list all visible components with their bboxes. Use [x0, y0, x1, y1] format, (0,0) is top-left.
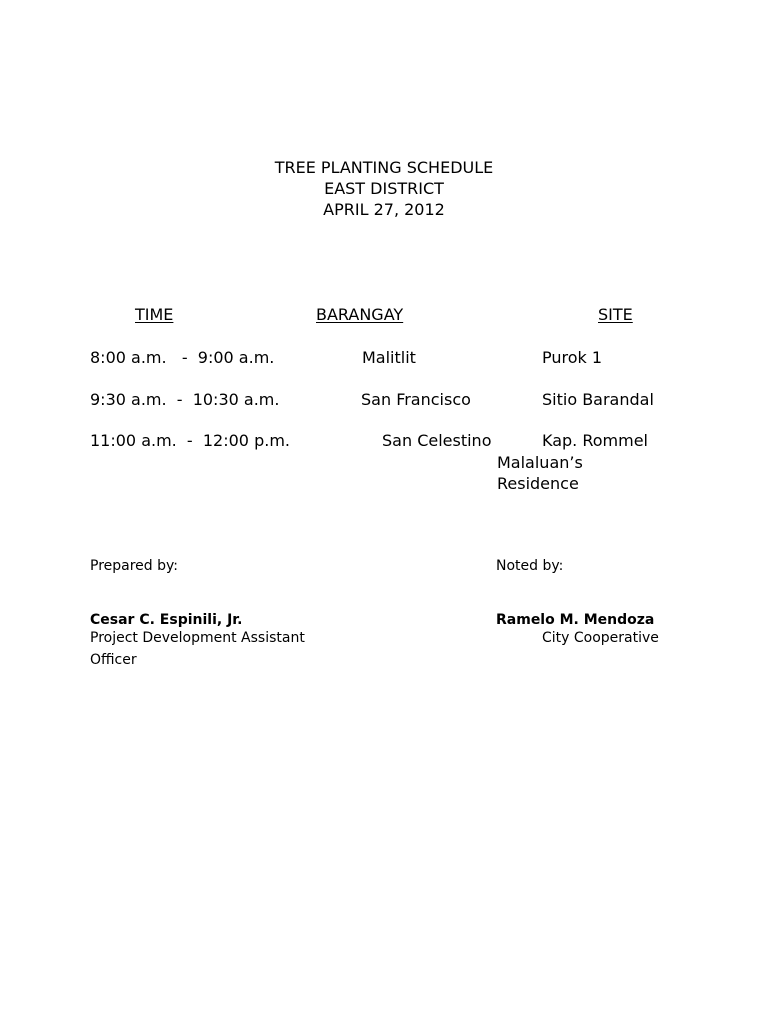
- noted-by-name: Ramelo M. Mendoza: [496, 612, 655, 628]
- row-2-site: Sitio Barandal: [542, 390, 654, 409]
- noted-by-label: Noted by:: [496, 558, 564, 574]
- prepared-by-name: Cesar C. Espinili, Jr.: [90, 612, 243, 628]
- prepared-by-title-line2: Officer: [90, 652, 137, 668]
- document-subtitle-district: EAST DISTRICT: [324, 179, 444, 198]
- noted-by-title-line1: City Cooperative: [542, 630, 659, 646]
- row-1-barangay: Malitlit: [362, 348, 416, 367]
- row-3-time: 11:00 a.m. - 12:00 p.m.: [90, 431, 290, 450]
- row-3-site-line3: Residence: [497, 474, 579, 493]
- row-1-site: Purok 1: [542, 348, 603, 367]
- document-title: TREE PLANTING SCHEDULE: [274, 158, 494, 177]
- row-2-time: 9:30 a.m. - 10:30 a.m.: [90, 390, 280, 409]
- prepared-by-title-line1: Project Development Assistant: [90, 630, 305, 646]
- prepared-by-label: Prepared by:: [90, 558, 178, 574]
- row-3-site-line2: Malaluan’s: [497, 453, 583, 472]
- row-1-time: 8:00 a.m. - 9:00 a.m.: [90, 348, 275, 367]
- row-3-barangay: San Celestino: [382, 431, 492, 450]
- header-site: SITE: [598, 305, 633, 324]
- document-subtitle-date: APRIL 27, 2012: [323, 200, 445, 219]
- row-3-site-line1: Kap. Rommel: [542, 431, 648, 450]
- header-time: TIME: [135, 305, 174, 324]
- row-2-barangay: San Francisco: [361, 390, 471, 409]
- header-barangay: BARANGAY: [316, 305, 404, 324]
